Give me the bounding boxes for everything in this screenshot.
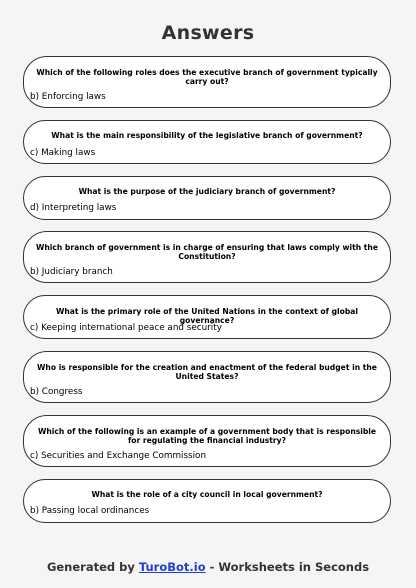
question-text: Which of the following roles does the executive branch of government typically carry out?: [36, 68, 378, 86]
answer-card-7: [23, 415, 391, 467]
answer-text: c) Making laws: [30, 148, 96, 158]
question-text: What is the purpose of the judiciary branch of government?: [78, 187, 336, 196]
question-text: Which branch of government is in charge of ensuring that laws comply with the Constitution?: [35, 243, 378, 261]
question-text: What is the role of a city council in local government?: [91, 490, 323, 499]
answer-text: c) Keeping international peace and security: [30, 323, 222, 333]
answer-text: b) Passing local ordinances: [30, 506, 150, 516]
answer-text: d) Interpreting laws: [30, 203, 117, 213]
footer: [0, 560, 416, 574]
answer-card-4: [23, 231, 391, 283]
footer-suffix: - Worksheets in Seconds: [209, 560, 370, 574]
answer-card-8: [23, 479, 391, 523]
question-text: Who is responsible for the creation and enactment of the federal budget in the United States?: [37, 363, 377, 381]
answer-text: c) Securities and Exchange Commission: [30, 451, 207, 461]
answer-card-1: [23, 56, 391, 108]
question-text: Which of the following is an example of a government body that is responsible for regulating the financial industry?: [37, 427, 377, 445]
question-text: What is the primary role of the United Nations in the context of global governance?: [56, 307, 358, 325]
answer-text: b) Congress: [30, 387, 83, 397]
answer-card-3: [23, 176, 391, 220]
question-text: What is the main responsibility of the legislative branch of government?: [51, 131, 363, 140]
footer-prefix: Generated by: [46, 560, 135, 574]
answer-card-6: [23, 351, 391, 403]
answer-card-5: [23, 295, 391, 339]
answer-card-2: [23, 120, 391, 164]
page-title: Answers: [161, 22, 255, 44]
turobot-link[interactable]: TuroBot.io: [138, 560, 206, 574]
answer-text: b) Enforcing laws: [30, 92, 106, 102]
answer-text: b) Judiciary branch: [30, 267, 113, 277]
